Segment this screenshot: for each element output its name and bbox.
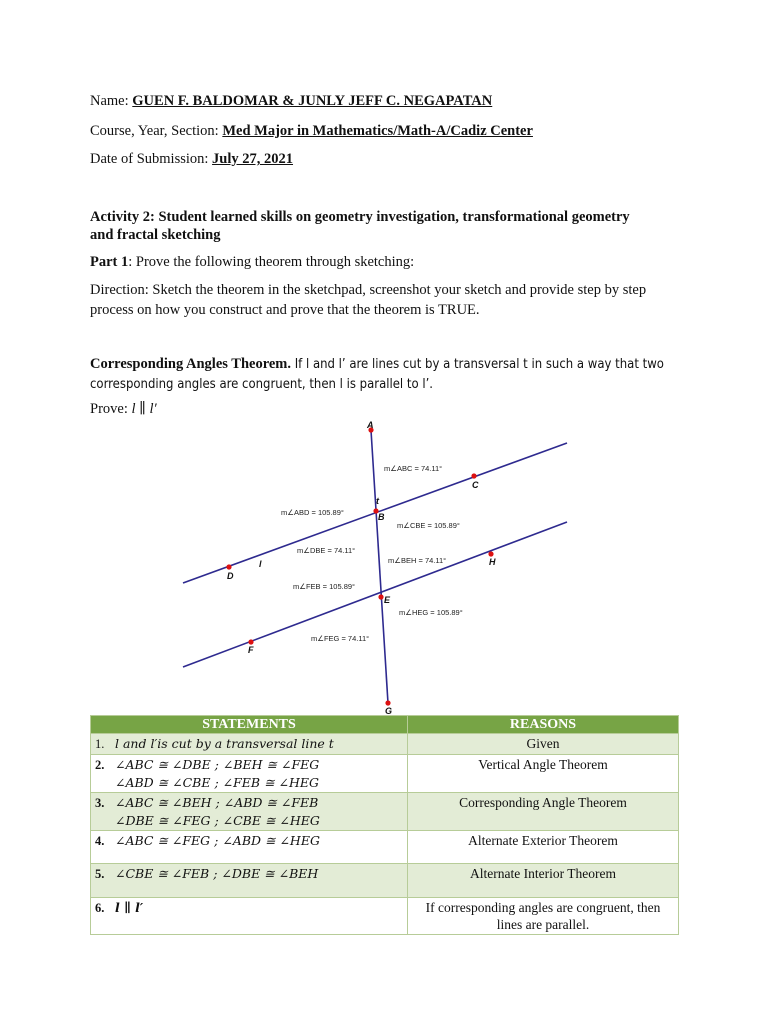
statement-line: ∠CBE ≅ ∠FEB ; ∠DBE ≅ ∠BEH xyxy=(115,866,319,881)
measure-dbe: m∠DBE = 74.11° xyxy=(297,546,356,555)
activity-title-line2: and fractal sketching xyxy=(90,227,221,243)
statement-line: l and l′is cut by a transversal line t xyxy=(115,736,334,751)
point-H xyxy=(488,551,493,556)
table-row xyxy=(91,864,679,898)
row-number: 3. xyxy=(95,796,105,810)
reasons-header: REASONS xyxy=(408,716,679,734)
point-E xyxy=(378,594,383,599)
statements-header: STATEMENTS xyxy=(91,716,408,734)
label-H: H xyxy=(489,557,496,567)
statement-cell xyxy=(91,734,408,755)
reason-cell: Vertical Angle Theorem xyxy=(408,755,679,793)
label-G: G xyxy=(385,706,393,716)
statement-line: ∠ABC ≅ ∠DBE ; ∠BEH ≅ ∠FEG xyxy=(115,757,320,772)
statement-cell xyxy=(91,831,408,864)
table-row xyxy=(91,831,679,864)
row-number: 1. xyxy=(95,737,105,751)
label-t: t xyxy=(376,496,379,506)
reason-cell: Alternate Exterior Theorem xyxy=(408,831,679,864)
line-l-prime xyxy=(183,522,567,667)
table-header-row xyxy=(91,716,679,734)
point-D xyxy=(226,564,231,569)
label-F: F xyxy=(248,645,254,655)
row-number: 5. xyxy=(95,867,105,881)
statement-cell xyxy=(91,793,408,831)
label-l: l xyxy=(259,559,262,569)
point-G xyxy=(385,700,390,705)
label-B: B xyxy=(378,512,385,522)
label-E: E xyxy=(384,595,391,605)
date-label: Date of Submission: xyxy=(90,151,209,167)
reason-cell: Alternate Interior Theorem xyxy=(408,864,679,898)
date-value: July 27, 2021 xyxy=(212,151,294,167)
statement-cell xyxy=(91,755,408,793)
course-label: Course, Year, Section: xyxy=(90,123,219,139)
statement-cell xyxy=(91,898,408,935)
row-number: 6. xyxy=(95,901,105,915)
reason-cell: Given xyxy=(408,734,679,755)
table-row xyxy=(91,734,679,755)
activity-title-line1: Activity 2: Student learned skills on geometry investigation, transformational geometry xyxy=(90,209,630,225)
table-row xyxy=(91,755,679,793)
name-label: Name: xyxy=(90,93,129,109)
measure-cbe: m∠CBE = 105.89° xyxy=(397,521,460,530)
table-row xyxy=(91,898,679,935)
statement-line: l ∥ l′ xyxy=(115,900,144,915)
measure-feb: m∠FEB = 105.89° xyxy=(293,582,356,591)
part-label: Part 1 xyxy=(90,254,129,270)
measure-abd: m∠ABD = 105.89° xyxy=(281,508,344,517)
measure-abc: m∠ABC = 74.11° xyxy=(384,464,443,473)
statement-line: ∠ABC ≅ ∠BEH ; ∠ABD ≅ ∠FEB xyxy=(115,795,319,810)
proof-table xyxy=(90,715,679,935)
course-value: Med Major in Mathematics/Math-A/Cadiz Center xyxy=(222,123,533,139)
measure-heg: m∠HEG = 105.89° xyxy=(399,608,463,617)
name-value: GUEN F. BALDOMAR & JUNLY JEFF C. NEGAPATAN xyxy=(132,93,493,109)
reason-cell: Corresponding Angle Theorem xyxy=(408,793,679,831)
prove-label: Prove: xyxy=(90,401,128,417)
statement-cell xyxy=(91,864,408,898)
table-row xyxy=(91,793,679,831)
statement-line: ∠DBE ≅ ∠FEG ; ∠CBE ≅ ∠HEG xyxy=(115,813,320,828)
measure-feg: m∠FEG = 74.11° xyxy=(311,634,370,643)
label-A: A xyxy=(367,420,374,430)
point-F xyxy=(248,639,253,644)
label-D: D xyxy=(227,571,234,581)
point-C xyxy=(471,473,476,478)
measure-beh: m∠BEH = 74.11° xyxy=(388,556,447,565)
direction-text: Direction: Sketch the theorem in the sketchpad, screenshot your sketch and provide step by step process on how you construct and prove that the theorem is TRUE. xyxy=(90,282,647,318)
part-text: : Prove the following theorem through sketching: xyxy=(128,254,415,270)
label-C: C xyxy=(472,480,479,490)
theorem-name: Corresponding Angles Theorem. xyxy=(90,356,292,372)
reason-cell: If corresponding angles are congruent, then lines are parallel. xyxy=(408,898,679,935)
row-number: 4. xyxy=(95,834,105,848)
theorem-text: If l and l’ are lines cut by a transversal t in such a way that two corresponding angles are congruent, then l is parallel to l’. xyxy=(90,357,664,392)
statement-line: ∠ABD ≅ ∠CBE ; ∠FEB ≅ ∠HEG xyxy=(115,775,319,790)
statement-line: ∠ABC ≅ ∠FEG ; ∠ABD ≅ ∠HEG xyxy=(115,833,320,848)
row-number: 2. xyxy=(95,758,105,772)
prove-expression: l ∥ l′ xyxy=(131,401,157,417)
